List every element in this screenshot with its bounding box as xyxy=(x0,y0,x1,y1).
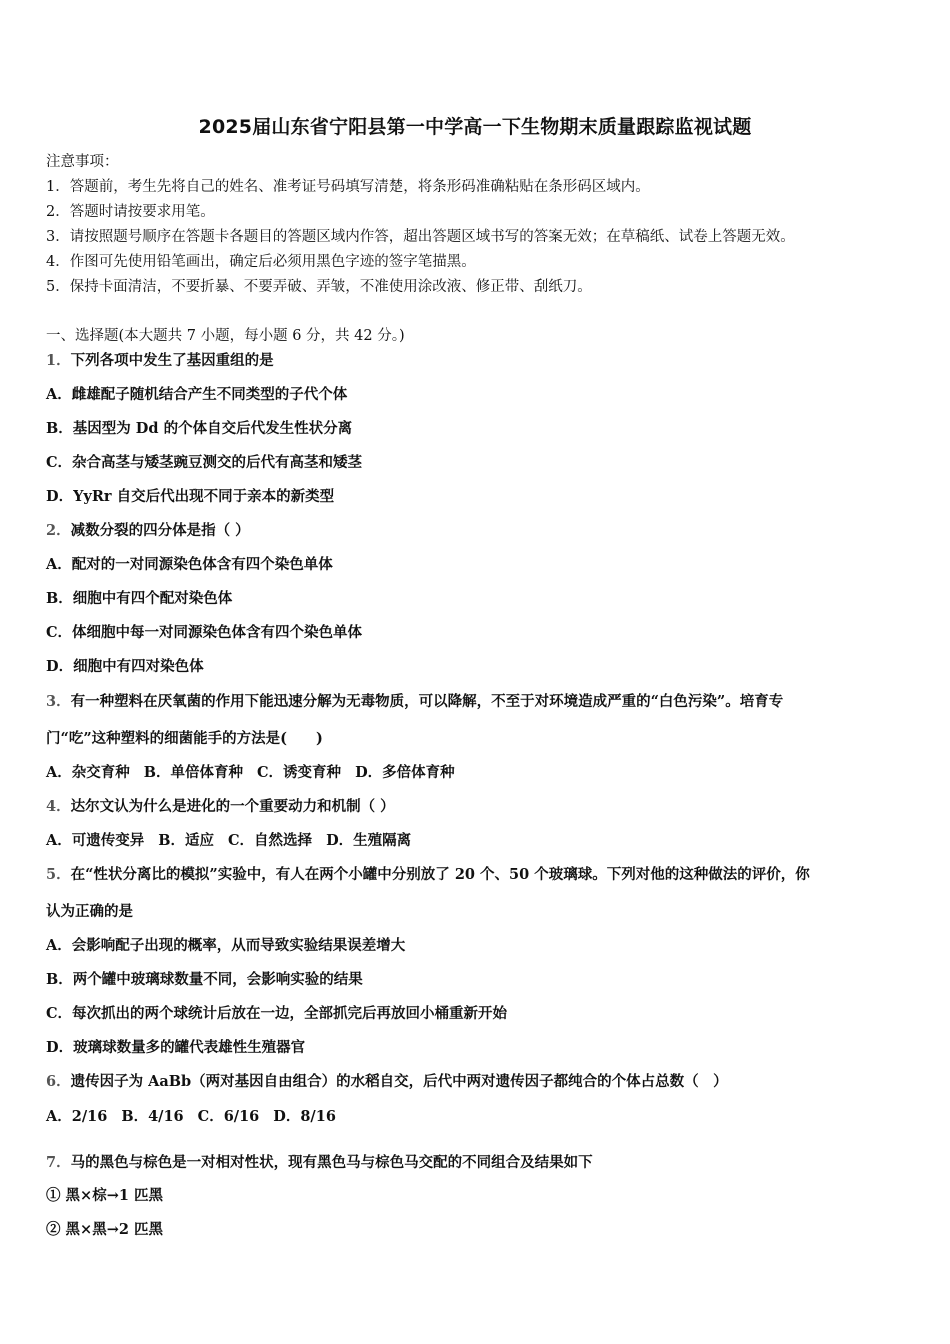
notice-item: 1．答题前，考生先将自己的姓名、准考证号码填写清楚，将条形码准确粘贴在条形码区域内。 xyxy=(46,179,650,195)
question-text: 达尔文认为什么是进化的一个重要动力和机制（ ） xyxy=(70,798,395,815)
option-b: B．单倍体育种 xyxy=(143,764,244,781)
option-b: B．基因型为 Dd 的个体自交后代发生性状分离 xyxy=(46,420,353,437)
question-7-stem xyxy=(46,1154,593,1172)
option-c: C．每次抓出的两个球统计后放在一边，全部抓完后再放回小桶重新开始 xyxy=(46,1005,508,1022)
option-c: C．6/16 xyxy=(197,1108,260,1125)
option-b: B．两个罐中玻璃球数量不同，会影响实验的结果 xyxy=(46,971,363,988)
option-d: D．多倍体育种 xyxy=(355,764,455,781)
option-a: A．可遗传变异 xyxy=(46,832,145,849)
question-number: 3． xyxy=(46,693,71,710)
question-number: 6． xyxy=(46,1073,71,1090)
section-heading: 一、选择题(本大题共 7 小题，每小题 6 分，共 42 分。) xyxy=(46,328,405,344)
question-number: 2． xyxy=(46,522,71,539)
option-c: C．诱变育种 xyxy=(257,764,342,781)
question-text: 有一种塑料在厌氧菌的作用下能迅速分解为无毒物质，可以降解，不至于对环境造成严重的“白色污染”。培育专 xyxy=(70,693,784,710)
question-text: 下列各项中发生了基因重组的是 xyxy=(70,352,274,369)
question-1-stem xyxy=(46,352,274,370)
notice-item: 2．答题时请按要求用笔。 xyxy=(46,204,215,220)
question-text: 遗传因子为 AaBb（两对基因自由组合）的水稻自交，后代中两对遗传因子都纯合的个体占总数（ ） xyxy=(70,1073,728,1090)
option-c: C．杂合高茎与矮茎豌豆测交的后代有高茎和矮茎 xyxy=(46,454,363,471)
option-d: D．玻璃球数量多的罐代表雄性生殖器官 xyxy=(46,1039,306,1056)
question-5-stem-cont: 认为正确的是 xyxy=(46,903,133,920)
question-3-stem-cont: 门“吃”这种塑料的细菌能手的方法是( ) xyxy=(46,730,323,747)
question-number: 5． xyxy=(46,866,71,883)
question-text: 在“性状分离比的模拟”实验中，有人在两个小罐中分别放了 20 个、50 个玻璃球。下列对他的这种做法的评价，你 xyxy=(70,866,810,883)
option-b: B．4/16 xyxy=(121,1108,184,1125)
option-d: D．细胞中有四对染色体 xyxy=(46,658,204,675)
notice-item: 4．作图可先使用铅笔画出，确定后必须用黑色字迹的签字笔描黑。 xyxy=(46,254,476,270)
cross-result: ② 黑×黑→2 匹黑 xyxy=(46,1221,163,1238)
option-a: A．2/16 xyxy=(46,1108,108,1125)
page-title: 2025届山东省宁阳县第一中学高一下生物期末质量跟踪监视试题 xyxy=(198,116,752,138)
option-a: A．会影响配子出现的概率，从而导致实验结果误差增大 xyxy=(46,937,406,954)
option-b: B．适应 xyxy=(158,832,215,849)
question-number: 1． xyxy=(46,352,71,369)
option-d: D．YyRr 自交后代出现不同于亲本的新类型 xyxy=(46,488,335,505)
notice-item: 5．保持卡面清洁，不要折暴、不要弄破、弄皱，不准使用涂改液、修正带、刮纸刀。 xyxy=(46,279,592,295)
notice-heading: 注意事项： xyxy=(46,154,119,170)
option-d: D．8/16 xyxy=(273,1108,336,1125)
question-number: 7． xyxy=(46,1154,71,1171)
question-4-options xyxy=(46,832,411,850)
question-text: 马的黑色与棕色是一对相对性状，现有黑色马与棕色马交配的不同组合及结果如下 xyxy=(70,1154,593,1171)
question-3-options xyxy=(46,764,455,782)
option-a: A．雌雄配子随机结合产生不同类型的子代个体 xyxy=(46,386,348,403)
question-2-stem xyxy=(46,522,250,540)
question-5-stem xyxy=(46,866,810,884)
option-c: C．体细胞中每一对同源染色体含有四个染色单体 xyxy=(46,624,363,641)
option-a: A．杂交育种 xyxy=(46,764,130,781)
question-text: 减数分裂的四分体是指（ ） xyxy=(70,522,250,539)
option-d: D．生殖隔离 xyxy=(326,832,412,849)
question-6-stem xyxy=(46,1073,728,1091)
notice-item: 3．请按照题号顺序在答题卡各题目的答题区域内作答，超出答题区域书写的答案无效；在草稿纸、试卷上答题无效。 xyxy=(46,229,795,245)
option-b: B．细胞中有四个配对染色体 xyxy=(46,590,233,607)
question-3-stem xyxy=(46,693,783,711)
question-6-options xyxy=(46,1108,336,1126)
option-a: A．配对的一对同源染色体含有四个染色单体 xyxy=(46,556,333,573)
option-c: C．自然选择 xyxy=(228,832,313,849)
cross-result: ① 黑×棕→1 匹黑 xyxy=(46,1187,163,1204)
question-number: 4． xyxy=(46,798,71,815)
question-4-stem xyxy=(46,798,395,816)
